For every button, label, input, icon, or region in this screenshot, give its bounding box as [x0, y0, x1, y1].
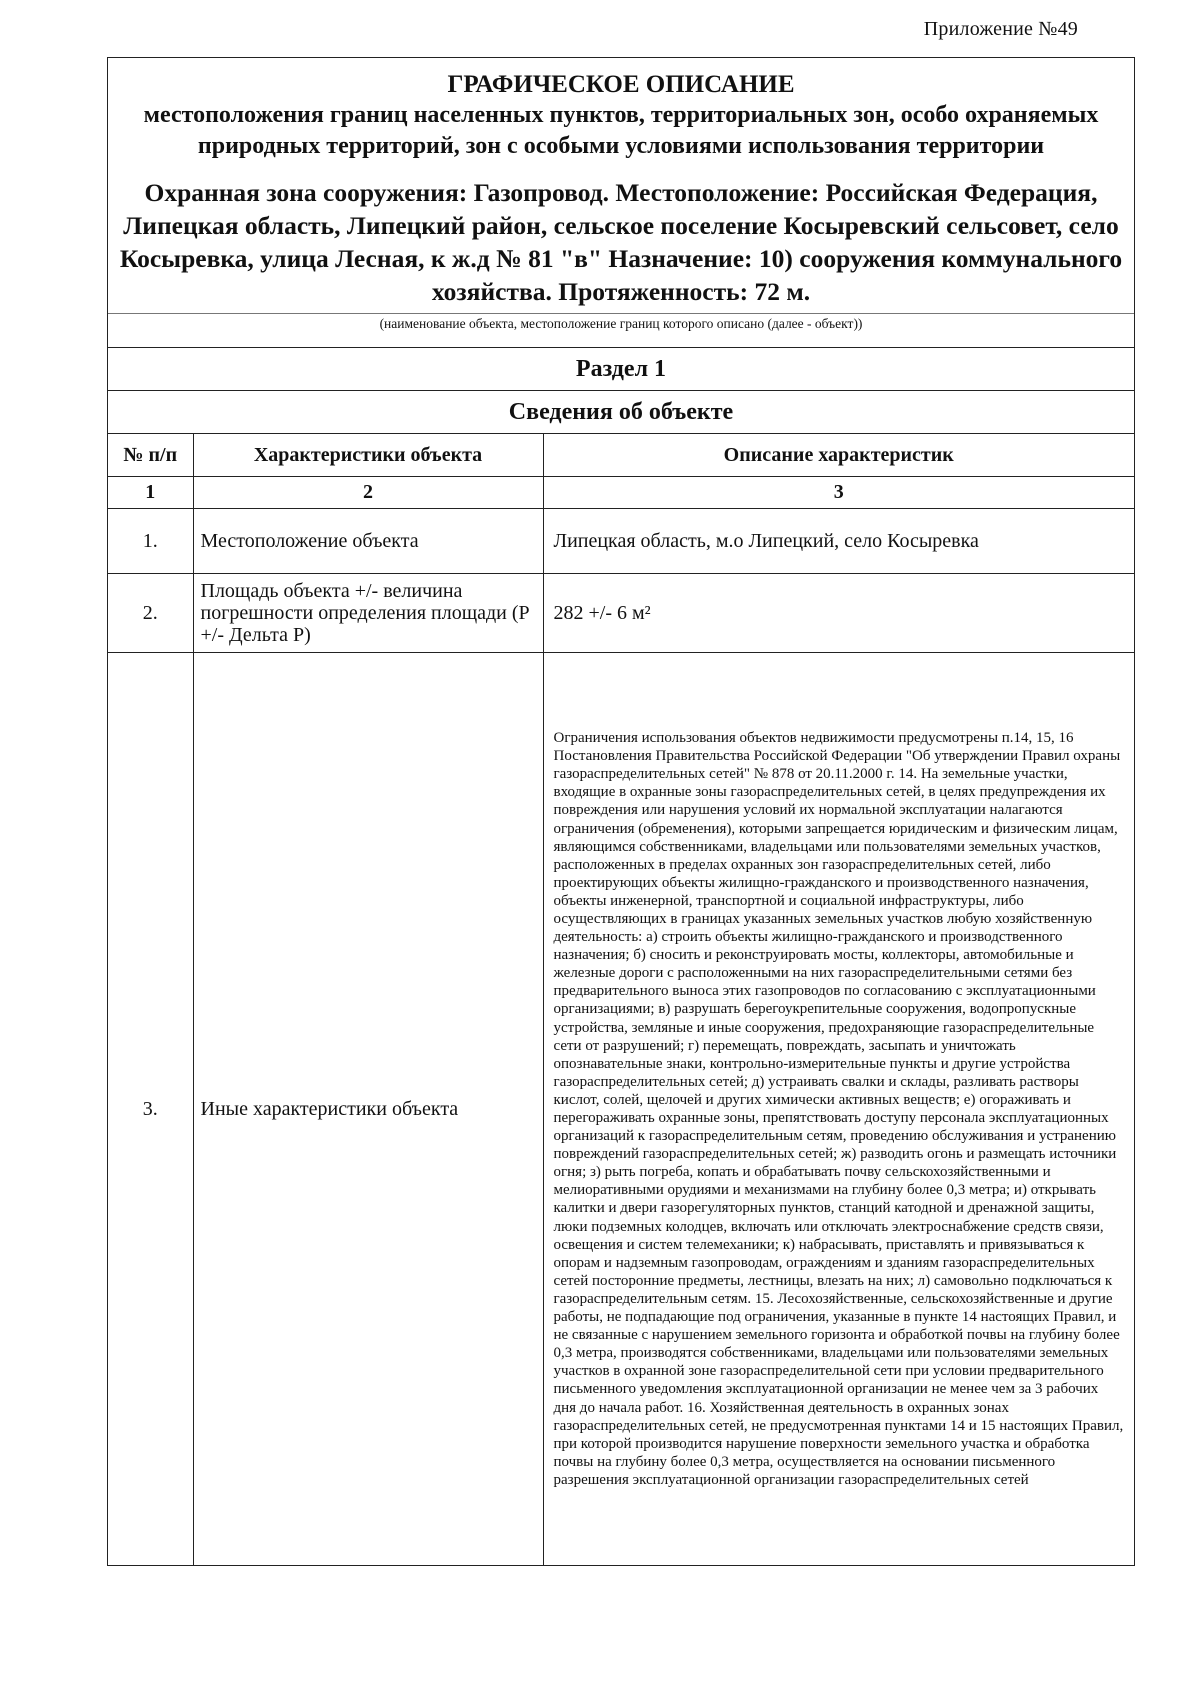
table-row: [108, 509, 1134, 574]
title-block: [108, 58, 1134, 313]
appendix-label: Приложение №49: [923, 18, 1078, 40]
row-characteristic: Иные характеристики объекта: [193, 653, 543, 1566]
document-subtitle: местоположения границ населенных пунктов, территориальных зон, особо охраняемых природных территорий, зон с особыми условиями использования территории: [143, 102, 1099, 159]
table-row: [108, 653, 1134, 1566]
column-number: 3: [543, 477, 1134, 509]
section-title: Раздел 1: [108, 347, 1134, 390]
row-description-restrictions: Ограничения использования объектов недвижимости предусмотрены п.14, 15, 16 Постановления Правительства Российской Федерации "Об утверждении Правил охраны газораспределительных сетей" № 878 от 20.11.2000 г. 14. На земельные участки, входящие в охранные зоны газораспределительных сетей, в целях предупреждения их повреждения или нарушения условий их нормальной эксплуатации налагаются ограничения (обременения), которыми запрещается юридическим и физическим лицам, являющимся собственниками, владельцами или пользователями земельных участков, расположенных в пределах охранных зон газораспределительных сетей, либо проектирующих объекты жилищно-гражданского и производственного назначения, объекты инженерной, транспортной и социальной инфраструктуры, либо осуществляющих в границах указанных земельных участков любую хозяйственную деятельность: а) строить объекты жилищно-гражданского и производственного назначения; б) сносить и реконструировать мосты, коллекторы, автомобильные и железные дороги с расположенными на них газораспределительными сетями без предварительного выноса этих газопроводов по согласованию с эксплуатационными организациями; в) разрушать берегоукрепительные сооружения, водопропускные устройства, земляные и иные сооружения, предохраняющие газораспределительные сети от разрушений; г) перемещать, повреждать, засыпать и уничтожать опознавательные знаки, контрольно-измерительные пункты и другие устройства газораспределительных сетей; д) устраивать свалки и склады, разливать растворы кислот, солей, щелочей и других химически активных веществ; е) огораживать и перегораживать охранные зоны, препятствовать доступу персонала эксплуатационных организаций к газораспределительным сетям, проведению обслуживания и устранению повреждений газораспределительных сетей; ж) разводить огонь и размещать источники огня; з) рыть погреба, копать и обрабатывать почву сельскохозяйственными и мелиоративными орудиями и механизмами на глубину более 0,3 метра; и) открывать калитки и двери газорегуляторных пунктов, станций катодной и дренажной защиты, люки подземных колодцев, включать или отключать электроснабжение средств связи, освещения и систем телемеханики; к) набрасывать, приставлять и привязываться к опорам и надземным газопроводам, ограждениям и зданиям газораспределительных сетей посторонние предметы, лестницы, влезать на них; л) самовольно подключаться к газораспределительным сетям. 15. Лесохозяйственные, сельскохозяйственные и другие работы, не подпадающие под ограничения, указанные в пункте 14 настоящих Правил, и не связанные с нарушением земельного горизонта и обработкой почвы на глубину более 0,3 метра, производятся собственниками, владельцами или пользователями земельных участков в охранной зоне газораспределительной сети при условии предварительного письменного уведомления эксплуатационной организации не менее чем за 3 рабочих дня до начала работ. 16. Хозяйственная деятельность в охранных зонах газораспределительных сетей, не предусмотренная пунктами 14 и 15 настоящих Правил, при которой производится нарушение поверхности земельного участка и обработка почвы на глубину более 0,3 метра, осуществляется на основании письменного разрешения эксплуатационной организации газораспределительных сетей: [543, 653, 1134, 1566]
column-number: 1: [108, 477, 193, 509]
document-title: ГРАФИЧЕСКОЕ ОПИСАНИЕ: [447, 71, 795, 98]
header-characteristic: Характеристики объекта: [193, 434, 543, 477]
row-number: 2.: [108, 574, 193, 653]
object-caption: (наименование объекта, местоположение границ которого описано (далее - объект)): [108, 313, 1134, 347]
row-description: 282 +/- 6 м²: [543, 574, 1134, 653]
row-description: Липецкая область, м.о Липецкий, село Косыревка: [543, 509, 1134, 574]
row-number: 1.: [108, 509, 193, 574]
object-name: Охранная зона сооружения: Газопровод. Местоположение: Российская Федерация, Липецкая область, Липецкий район, сельское поселение Косыревский сельсовет, село Косыревка, улица Лесная, к ж.д № 81 "в" Назначение: 10) сооружения коммунального хозяйства. Протяженность: 72 м.: [119, 178, 1123, 306]
column-number-row: [108, 477, 1134, 509]
header-number: № п/п: [108, 434, 193, 477]
section-subtitle: Сведения об объекте: [108, 390, 1134, 433]
table-row: [108, 574, 1134, 653]
row-number: 3.: [108, 653, 193, 1566]
row-characteristic: Местоположение объекта: [193, 509, 543, 574]
document-frame: [107, 57, 1135, 1566]
column-number: 2: [193, 477, 543, 509]
table-header-row: [108, 434, 1134, 477]
row-characteristic: Площадь объекта +/- величина погрешности определения площади (Р +/- Дельта Р): [193, 574, 543, 653]
object-info-table: [108, 433, 1134, 1565]
header-description: Описание характеристик: [543, 434, 1134, 477]
